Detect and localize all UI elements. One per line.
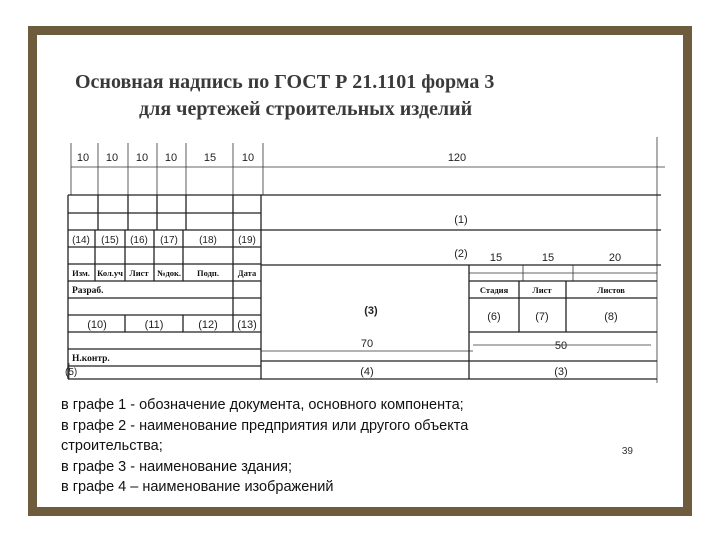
field-1: (1) [454,214,468,226]
slide-title-line-1: Основная надпись по ГОСТ Р 21.1101 форма 3 [75,71,495,93]
field-12: (12) [198,319,218,331]
note-line-4: в графе 3 - наименование здания; [61,458,293,475]
cell-15: (15) [101,235,119,246]
dim-bottom-1: 70 [360,338,374,350]
field-3-bottom: (3) [554,366,568,378]
field-7: (7) [535,311,549,323]
dim-right-3: 20 [608,252,622,264]
label-izm: Изм. [72,268,90,278]
note-line-1: в графе 1 - обозначение документа, основного компонента; [61,397,464,413]
label-podp: Подп. [197,268,219,278]
note-line-3: строительства; [61,438,163,454]
dim-top-3: 10 [135,152,149,164]
label-stadiya: Стадия [479,285,509,295]
field-3: (3) [364,305,378,317]
dim-right-1: 15 [489,252,503,264]
cell-17: (17) [160,235,178,246]
field-10: (10) [87,319,107,331]
cell-16: (16) [130,235,148,246]
notes-text [61,395,621,498]
cell-18: (18) [199,235,217,246]
label-list-right: Лист [532,285,552,295]
slide-title-line-2: для чертежей строительных изделий [139,98,473,120]
label-razrab: Разраб. [72,286,104,296]
field-6: (6) [487,311,501,323]
dim-right-2: 15 [541,252,555,264]
note-line-2: в графе 2 - наименование предприятия или другого объекта [61,417,469,434]
title-block-drawing [61,133,667,383]
label-kol-uch: Кол.уч [97,268,123,278]
field-5: (5) [65,367,78,378]
dim-top-2: 10 [105,152,119,164]
field-2: (2) [454,248,468,260]
dim-top-5: 15 [203,152,217,164]
label-n-dok: №док. [156,268,182,278]
slide-body [37,35,683,507]
page-number: 39 [621,446,633,457]
dim-top-7: 120 [447,152,467,164]
field-4: (4) [360,366,374,378]
field-8: (8) [604,311,618,323]
title-block-svg [61,133,667,383]
cell-19: (19) [238,235,256,246]
cell-14: (14) [72,235,90,246]
label-data: Дата [237,268,257,278]
dim-top-1: 10 [76,152,90,164]
label-listov: Листов [597,285,625,295]
field-11: (11) [144,319,164,331]
dim-bottom-2: 50 [554,340,568,352]
slide-frame [28,26,692,516]
dim-top-4: 10 [164,152,178,164]
label-n-kontr: Н.контр. [72,354,110,364]
field-13: (13) [237,319,257,331]
label-list: Лист [129,268,149,278]
note-line-5: в графе 4 – наименование изображений [61,479,334,495]
dim-top-6: 10 [241,152,255,164]
